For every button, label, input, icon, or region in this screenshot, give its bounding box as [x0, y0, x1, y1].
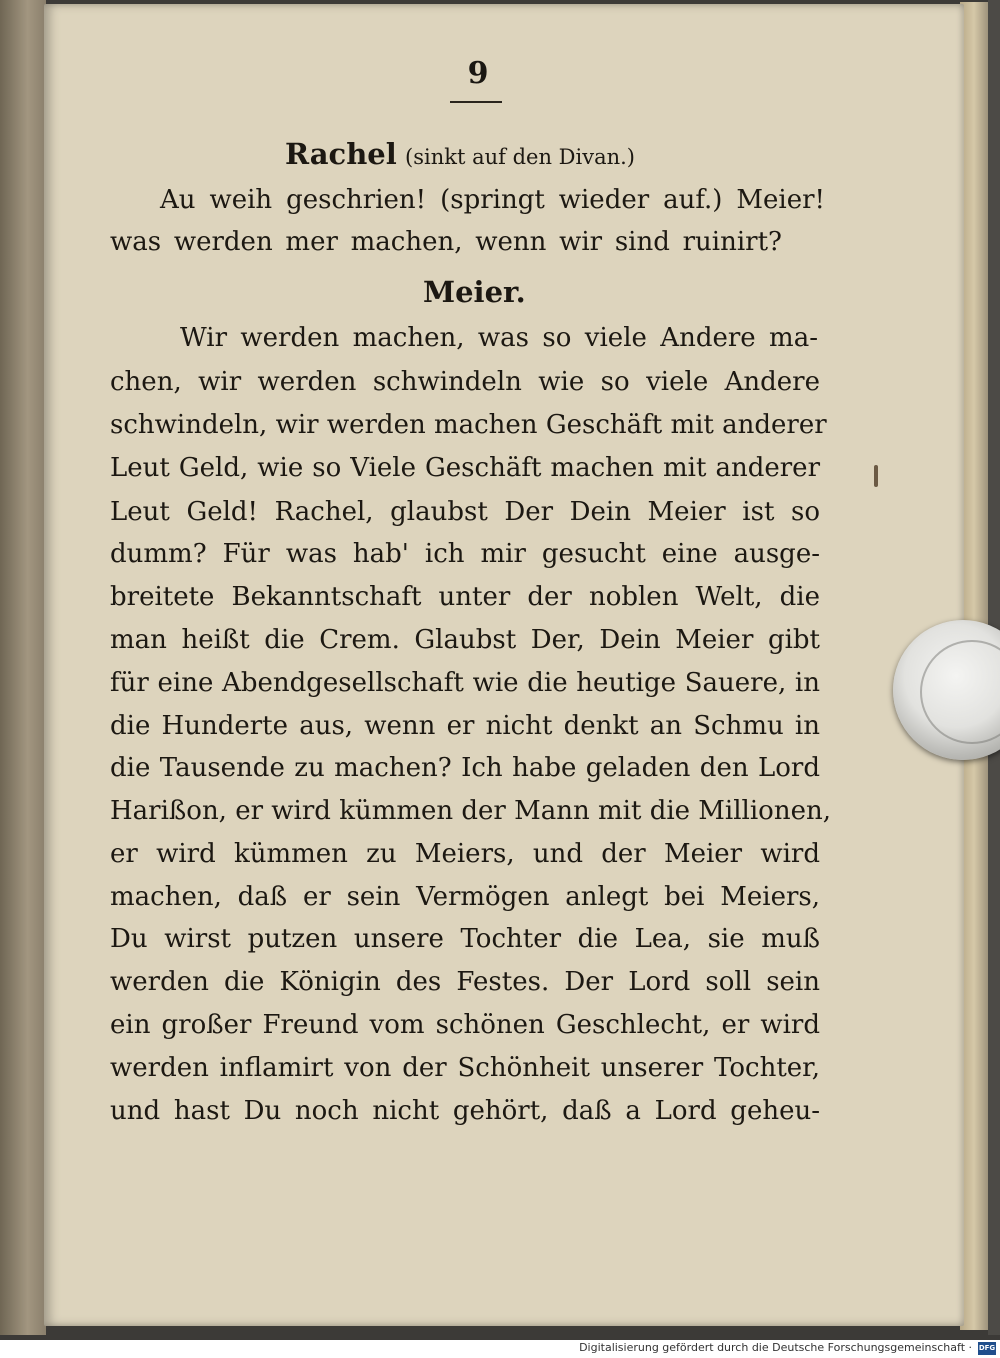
left-page-edge — [0, 0, 46, 1335]
speaker-name-rachel: Rachel — [285, 137, 397, 171]
text-line-17: er wird kümmen zu Meiers, und der Meier wird — [110, 839, 820, 869]
page-number: 9 — [467, 56, 489, 91]
dfg-logo: DFG — [978, 1342, 996, 1355]
text-line-23: und hast Du noch nicht gehört, daß a Lord geheu- — [110, 1096, 820, 1126]
speaker-line-rachel — [285, 134, 635, 177]
text-line-5: Wir werden machen, was so viele Andere ma- — [180, 323, 818, 353]
text-line-13: für eine Abendgesellschaft wie die heutige Sauere, in — [110, 668, 820, 698]
text-line-8: Leut Geld, wie so Viele Geschäft machen mit anderer — [110, 453, 820, 483]
text-line-21: ein großer Freund vom schönen Geschlecht, er wird — [110, 1010, 820, 1040]
text-line-16: Harißon, er wird kümmen der Mann mit die Millionen, — [110, 796, 831, 826]
text-line-2: Au weih geschrien! (springt wieder auf.) Meier! — [160, 185, 825, 215]
stage-direction: (sinkt auf den Divan.) — [405, 145, 635, 169]
text-line-20: werden die Königin des Festes. Der Lord soll sein — [110, 967, 820, 997]
text-line-11: breitete Bekanntschaft unter der noblen Welt, die — [110, 582, 820, 612]
text-line-15: die Tausende zu machen? Ich habe geladen den Lord — [110, 753, 820, 783]
text-line-18: machen, daß er sein Vermögen anlegt bei Meiers, — [110, 882, 820, 912]
text-line-14: die Hunderte aus, wenn er nicht denkt an Schmu in — [110, 711, 820, 741]
page-number-rule — [450, 101, 502, 103]
speaker-name-meier: Meier. — [423, 275, 526, 309]
text-line-9: Leut Geld! Rachel, glaubst Der Dein Meier ist so — [110, 497, 820, 527]
text-line-12: man heißt die Crem. Glaubst Der, Dein Meier gibt — [110, 625, 820, 655]
text-line-6: chen, wir werden schwindeln wie so viele Andere — [110, 367, 820, 397]
text-line-22: werden inflamirt von der Schönheit unserer Tochter, — [110, 1053, 820, 1083]
text-line-10: dumm? Für was hab' ich mir gesucht eine ausge- — [110, 539, 820, 569]
text-line-7: schwindeln, wir werden machen Geschäft mit anderer — [110, 410, 827, 440]
funding-footer: Digitalisierung gefördert durch die Deutsche Forschungsgemeinschaft · — [579, 1341, 972, 1354]
ink-mark — [874, 465, 878, 487]
text-line-19: Du wirst putzen unsere Tochter die Lea, sie muß — [110, 924, 820, 954]
text-line-3: was werden mer machen, wenn wir sind ruinirt? — [110, 227, 782, 257]
